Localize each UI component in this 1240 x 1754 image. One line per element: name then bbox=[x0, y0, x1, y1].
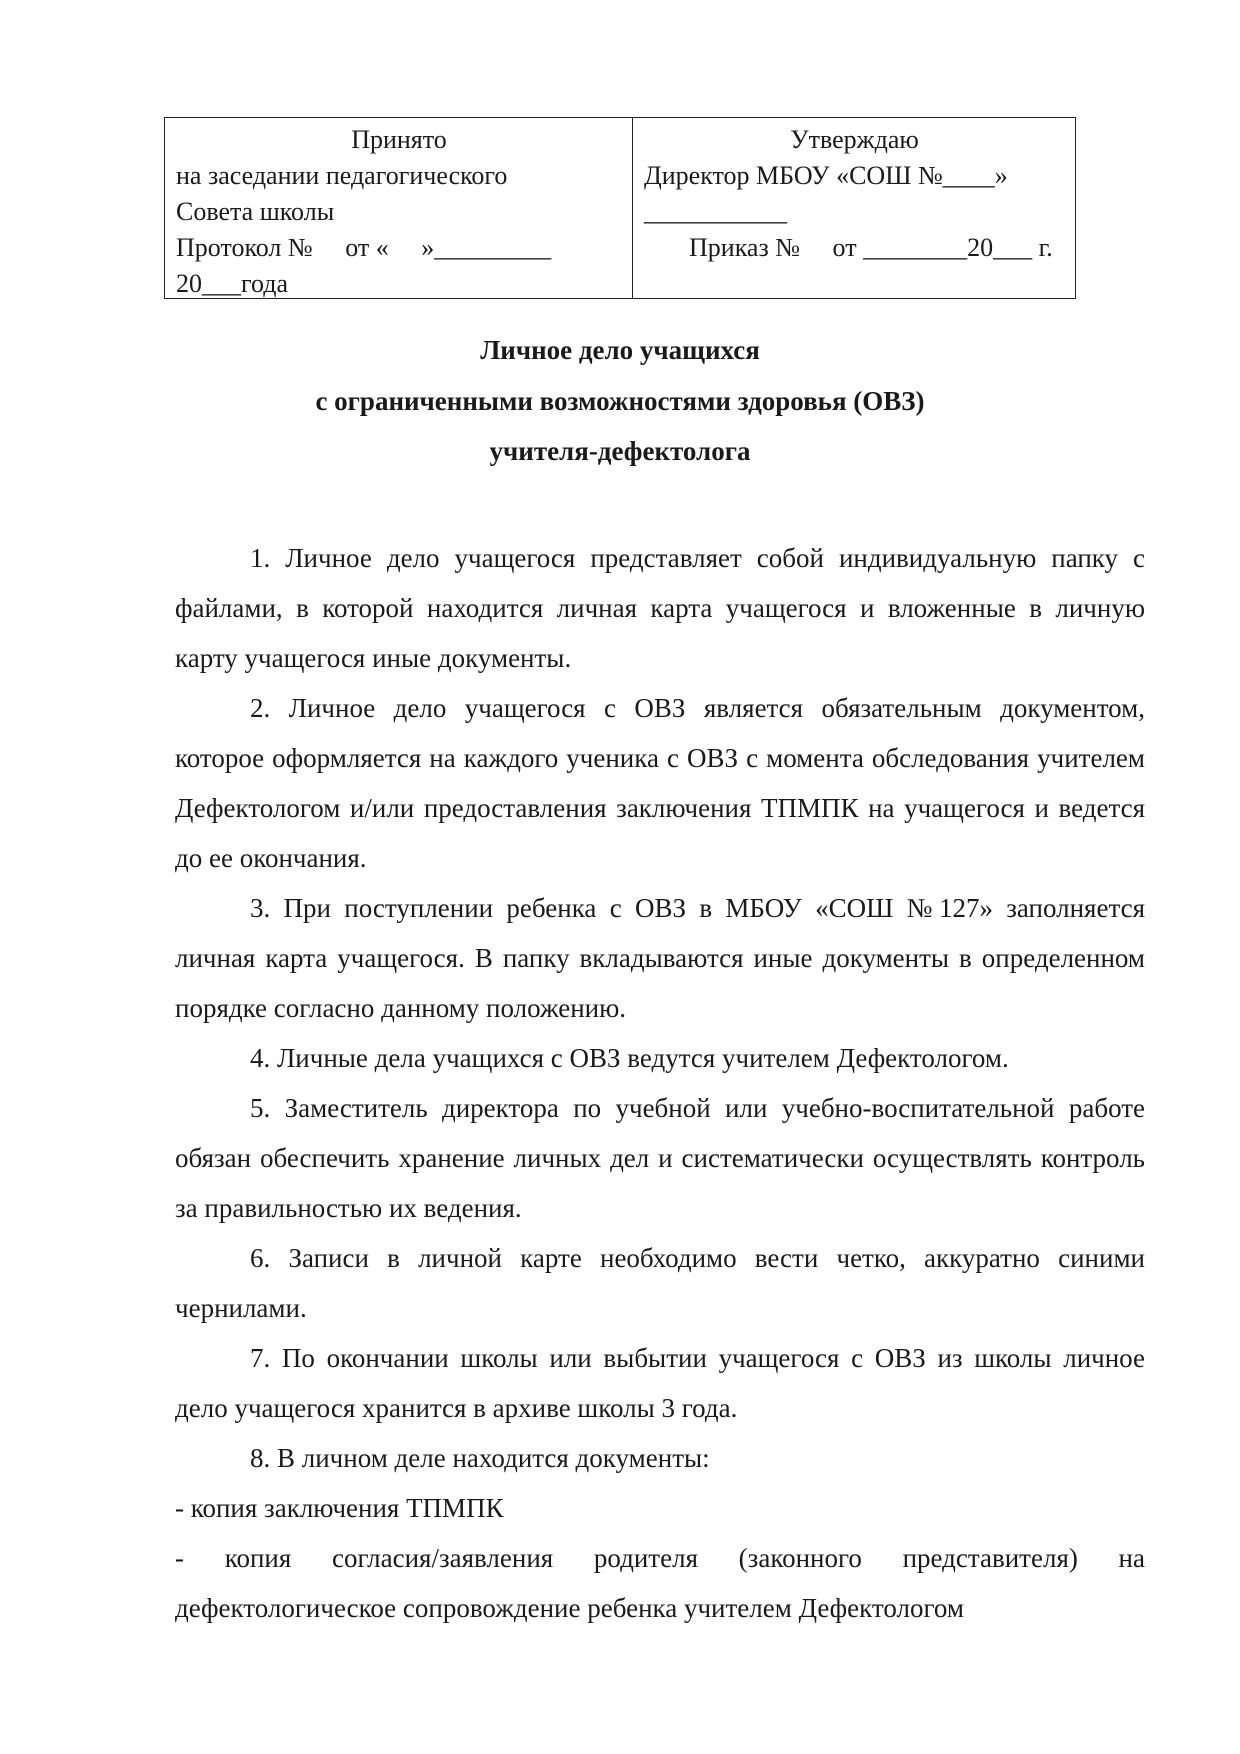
list-item: - копия согласия/заявления родителя (законного представителя) на дефектологическое сопровождение ребенка учителем Дефектологом bbox=[175, 1543, 1145, 1623]
approved-heading: Утверждаю bbox=[790, 125, 919, 154]
document-title-line-2: с ограниченными возможностями здоровья (ОВЗ) bbox=[315, 386, 925, 416]
accepted-line-2: Совета школы bbox=[176, 197, 335, 226]
paragraph-8: 8. В личном деле находится документы: bbox=[250, 1443, 710, 1473]
accepted-line-1: на заседании педагогического bbox=[176, 161, 508, 190]
accepted-protocol-line: Протокол № от « »_________ bbox=[176, 233, 552, 262]
approval-approved-cell bbox=[633, 118, 1075, 298]
paragraph-6: 6. Записи в личной карте необходимо вести четко, аккуратно синими чернилами. bbox=[175, 1243, 1145, 1323]
accepted-year-line: 20___года bbox=[176, 269, 289, 298]
accepted-heading: Принято bbox=[351, 125, 447, 154]
approval-table bbox=[164, 117, 1076, 299]
approved-director-line: Директор МБОУ «СОШ №____» bbox=[644, 161, 1008, 190]
list-item: - копия заключения ТПМПК bbox=[175, 1493, 504, 1523]
approved-signature-line: ___________ bbox=[644, 197, 787, 226]
paragraph-4: 4. Личные дела учащихся с ОВЗ ведутся учителем Дефектологом. bbox=[250, 1043, 1009, 1073]
paragraph-5: 5. Заместитель директора по учебной или учебно-воспитательной работе обязан обеспечить хранение личных дел и систематически осуществлять контроль за правильностью их ведения. bbox=[175, 1093, 1145, 1223]
document-title-line-3: учителя-дефектолога bbox=[489, 436, 751, 466]
paragraph-2: 2. Личное дело учащегося с ОВЗ является обязательным документом, которое оформляется на каждого ученика с ОВЗ с момента обследования учителем Дефектологом и/или предоставления заключения ТПМПК на учащегося и ведется до ее окончания. bbox=[175, 693, 1145, 873]
document-title-line-1: Личное дело учащихся bbox=[480, 335, 760, 365]
paragraph-1: 1. Личное дело учащегося представляет собой индивидуальную папку с файлами, в которой находится личная карта учащегося и вложенные в личную карту учащегося иные документы. bbox=[175, 543, 1145, 673]
paragraph-7: 7. По окончании школы или выбытии учащегося с ОВЗ из школы личное дело учащегося хранится в архиве школы 3 года. bbox=[175, 1343, 1145, 1423]
approval-accepted-cell bbox=[165, 118, 633, 298]
document-body bbox=[175, 533, 1145, 1633]
approved-order-line: Приказ № от ________20___ г. bbox=[689, 233, 1053, 262]
paragraph-3: 3. При поступлении ребенка с ОВЗ в МБОУ «СОШ №127» заполняется личная карта учащегося. В папку вкладываются иные документы в определенном порядке согласно данному положению. bbox=[175, 893, 1145, 1023]
